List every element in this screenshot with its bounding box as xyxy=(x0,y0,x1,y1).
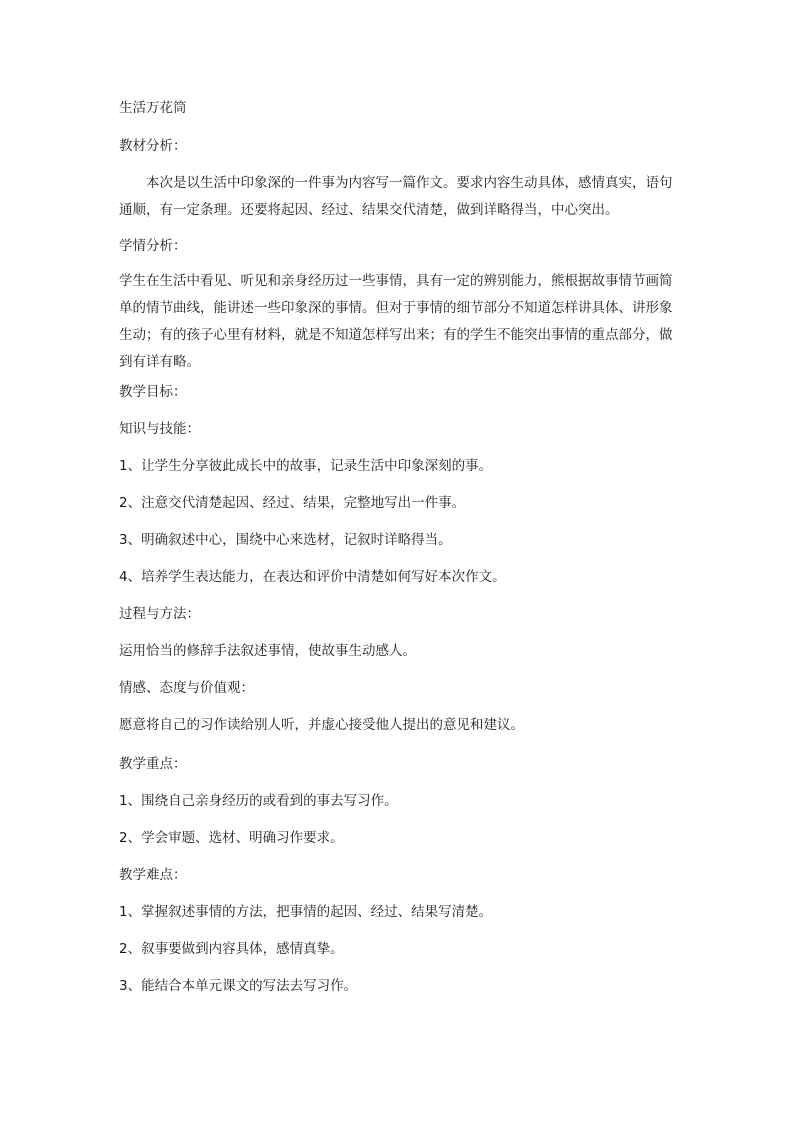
analysis-paragraph: 本次是以生活中印象深的一件事为内容写一篇作文。要求内容生动具体，感情真实，语句通顺，有一定条理。还要将起因、经过、结果交代清楚，做到详略得当，中心突出。 xyxy=(119,175,673,218)
knowledge-item: 1、让学生分享彼此成长中的故事，记录生活中印象深刻的事。 xyxy=(119,458,493,474)
knowledge-item: 2、注意交代清楚起因、经过、结果，完整地写出一件事。 xyxy=(119,495,466,511)
knowledge-heading: 知识与技能： xyxy=(119,421,200,437)
emotion-heading: 情感、态度与价值观： xyxy=(119,680,254,696)
emotion-text: 愿意将自己的习作读给别人听，并虚心接受他人提出的意见和建议。 xyxy=(119,717,524,733)
knowledge-item: 3、明确叙述中心，围绕中心来选材，记叙时详略得当。 xyxy=(119,532,452,548)
key-heading: 教学重点： xyxy=(119,756,187,772)
key-item: 2、学会审题、选材、明确习作要求。 xyxy=(119,830,344,846)
analysis-heading: 教材分析： xyxy=(119,138,187,154)
process-text: 运用恰当的修辞手法叙述事情，使故事生动感人。 xyxy=(119,643,416,659)
key-item: 1、围绕自己亲身经历的或看到的事去写习作。 xyxy=(119,793,398,809)
knowledge-item: 4、培养学生表达能力，在表达和评价中清楚如何写好本次作文。 xyxy=(119,569,506,585)
process-heading: 过程与方法： xyxy=(119,606,200,622)
learner-heading: 学情分析： xyxy=(119,238,187,254)
document-title: 生活万花筒 xyxy=(119,100,187,116)
difficulty-item: 2、叙事要做到内容具体，感情真挚。 xyxy=(119,941,344,957)
difficulty-heading: 教学难点： xyxy=(119,867,187,883)
goals-heading: 教学目标： xyxy=(119,384,187,400)
difficulty-item: 3、能结合本单元课文的写法去写习作。 xyxy=(119,978,358,994)
learner-paragraph: 学生在生活中看见、听见和亲身经历过一些事情，具有一定的辨别能力，熊根据故事情节画简单的情节曲线，能讲述一些印象深的事情。但对于事情的细节部分不知道怎样讲具体、讲形象生动；有的孩子心里有材料，就是不知道怎样写出来；有的学生不能突出事情的重点部分，做到有详有略。 xyxy=(119,273,673,370)
difficulty-item: 1、掌握叙述事情的方法，把事情的起因、经过、结果写清楚。 xyxy=(119,904,493,920)
